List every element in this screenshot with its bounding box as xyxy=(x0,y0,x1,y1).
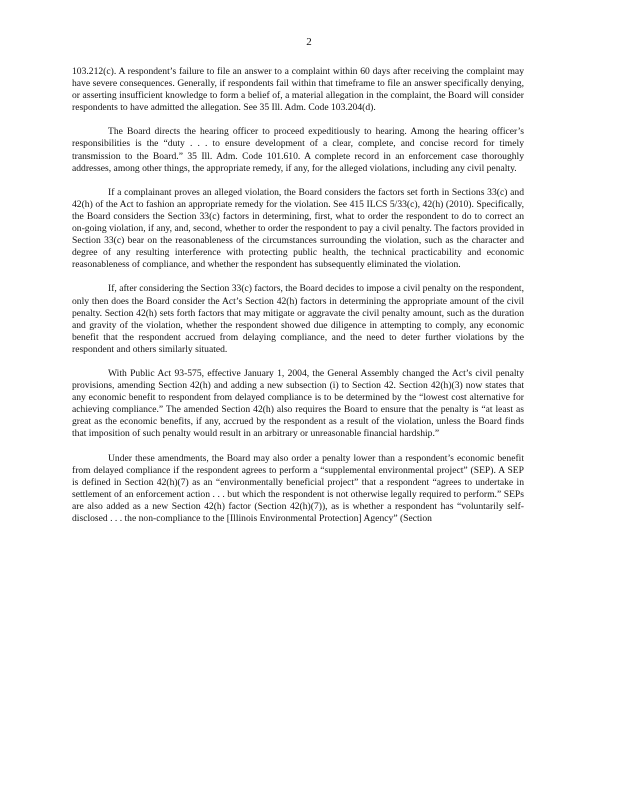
paragraph-hearing-officer: The Board directs the hearing officer to proceed expeditiously to hearing. Among the hearing officer’s responsibilities is the “duty . . . to ensure development of a clear, complete, and concise record for timely transmission to the Board.” 35 Ill. Adm. Code 101.610. A complete record in an enforcement case thoroughly addresses, among other things, the appropriate remedy, if any, for the alleged violations, including any civil penalty. xyxy=(72,126,524,174)
document-body xyxy=(72,66,524,537)
paragraph-remedy-factors: If a complainant proves an alleged violation, the Board considers the factors set forth in Sections 33(c) and 42(h) of the Act to fashion an appropriate remedy for the violation. See 415 ILCS 5/33(c), 42(h) (2010). Specifically, the Board considers the Section 33(c) factors in determining, first, what to order the respondent to do to correct an on-going violation, if any, and, second, whether to order the respondent to pay a civil penalty. The factors provided in Section 33(c) bear on the reasonableness of the circumstances surrounding the violation, such as the character and degree of any resulting interference with protecting public health, the technical practicability and economic reasonableness of compliance, and whether the respondent has subsequently eliminated the violation. xyxy=(72,186,524,271)
paragraph-civil-penalty: If, after considering the Section 33(c) factors, the Board decides to impose a civil penalty on the respondent, only then does the Board consider the Act’s Section 42(h) factors in determining the appropriate amount of the civil penalty. Section 42(h) sets forth factors that may mitigate or aggravate the civil penalty amount, such as the duration and gravity of the violation, whether the respondent showed due diligence in attempting to comply, any economic benefit that the respondent accrued from delaying compliance, and the need to deter further violations by the respondent and others similarly situated. xyxy=(72,283,524,355)
page-number: 2 xyxy=(306,36,312,48)
paragraph-sep: Under these amendments, the Board may also order a penalty lower than a respondent’s economic benefit from delayed compliance if the respondent agrees to perform a “supplemental environmental project” (SEP). A SEP is defined in Section 42(h)(7) as an “environmentally beneficial project” that a respondent “agrees to undertake in settlement of an enforcement action . . . but which the respondent is not otherwise legally required to perform.” SEPs are also added as a new Section 42(h) factor (Section 42(h)(7)), as is whether a respondent has “voluntarily self-disclosed . . . the non-compliance to the [Illinois Environmental Protection] Agency” (Section xyxy=(72,452,524,524)
paragraph-public-act: With Public Act 93-575, effective January 1, 2004, the General Assembly changed the Act’s civil penalty provisions, amending Section 42(h) and adding a new subsection (i) to Section 42. Section 42(h)(3) now states that any economic benefit to respondent from delayed compliance is to be determined by the “lowest cost alternative for achieving compliance.” The amended Section 42(h) also requires the Board to ensure that the penalty is “at least as great as the economic benefits, if any, accrued by the respondent as a result of the violation, unless the Board finds that imposition of such penalty would result in an arbitrary or unreasonable financial hardship.” xyxy=(72,367,524,440)
paragraph-answer-deadline: 103.212(c). A respondent’s failure to file an answer to a complaint within 60 days after receiving the complaint may have severe consequences. Generally, if respondents fail within that timeframe to file an answer specifically denying, or asserting insufficient knowledge to form a belief of, a material allegation in the complaint, the Board will consider respondents to have admitted the allegation. See 35 Ill. Adm. Code 103.204(d). xyxy=(72,66,524,114)
